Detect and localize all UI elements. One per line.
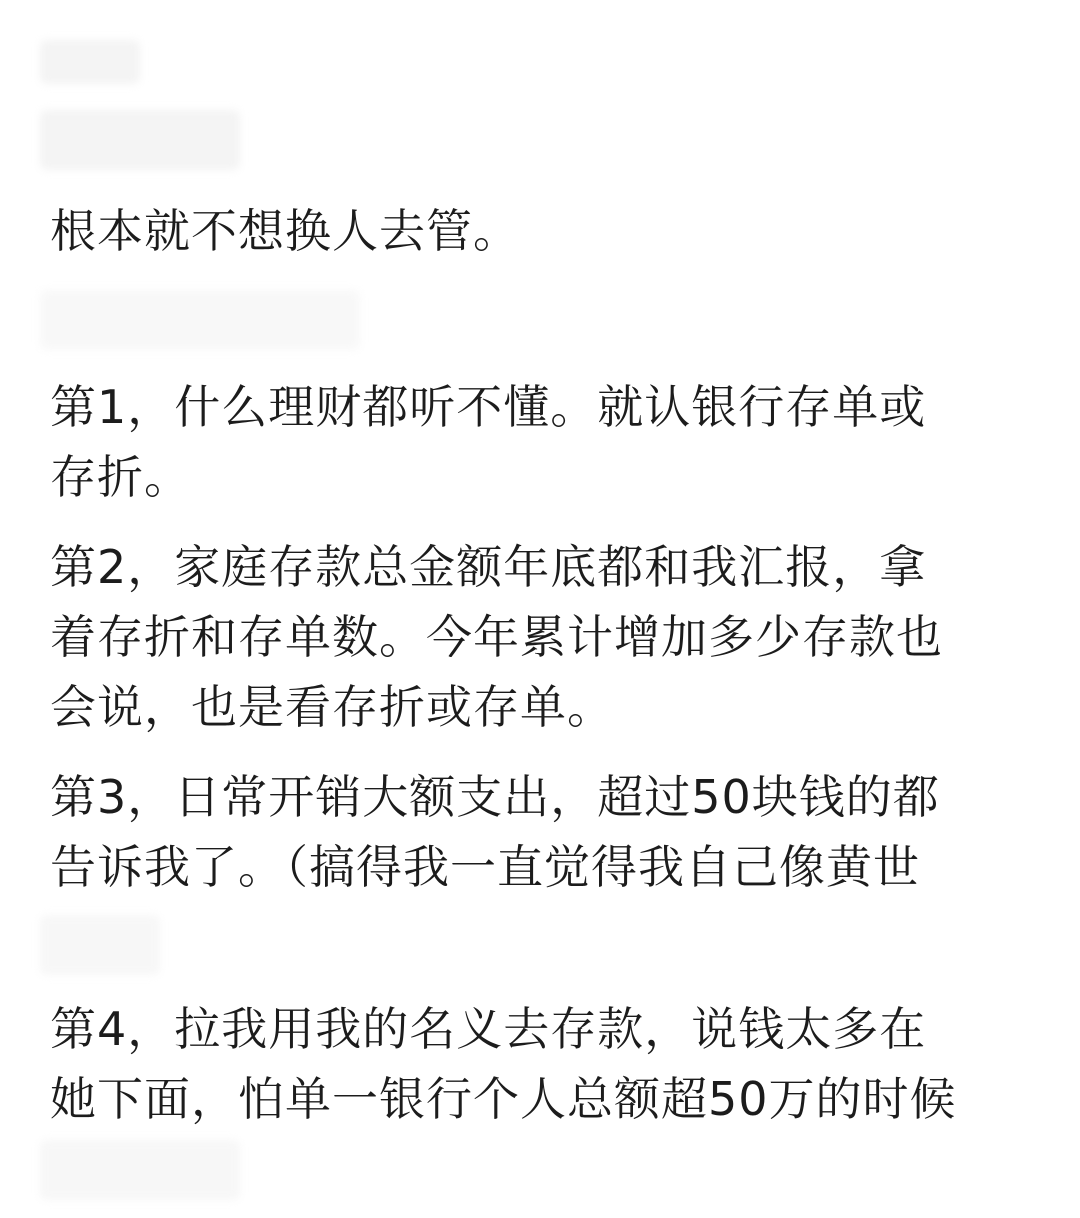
text-line: 着存折和存单数。今年累计增加多少存款也 bbox=[50, 610, 943, 664]
text-line: 根本就不想换人去管。 bbox=[50, 204, 520, 258]
text-line: 存折。 bbox=[50, 450, 191, 504]
faded-text-fragment bbox=[40, 290, 360, 350]
text-line: 告诉我了。（搞得我一直觉得我自己像黄世 bbox=[50, 840, 920, 894]
text-line: 第4，拉我用我的名义去存款，说钱太多在 bbox=[50, 1002, 927, 1056]
paragraph-point-3 bbox=[50, 762, 1035, 902]
paragraph-intro bbox=[50, 196, 1035, 266]
paragraph-point-4 bbox=[50, 994, 1035, 1134]
paragraph-point-1 bbox=[50, 372, 1035, 512]
text-line: 她下面，怕单一银行个人总额超50万的时候 bbox=[50, 1072, 957, 1126]
faded-text-fragment bbox=[40, 1140, 240, 1200]
text-line: 第1，什么理财都听不懂。就认银行存单或 bbox=[50, 380, 927, 434]
text-line: 第3，日常开销大额支出，超过50块钱的都 bbox=[50, 770, 940, 824]
paragraph-point-2 bbox=[50, 532, 1035, 742]
faded-text-fragment bbox=[40, 915, 160, 975]
faded-text-fragment bbox=[40, 110, 240, 170]
text-line: 第2，家庭存款总金额年底都和我汇报，拿 bbox=[50, 540, 927, 594]
text-line: 会说，也是看存折或存单。 bbox=[50, 680, 614, 734]
faded-text-fragment bbox=[40, 40, 140, 84]
